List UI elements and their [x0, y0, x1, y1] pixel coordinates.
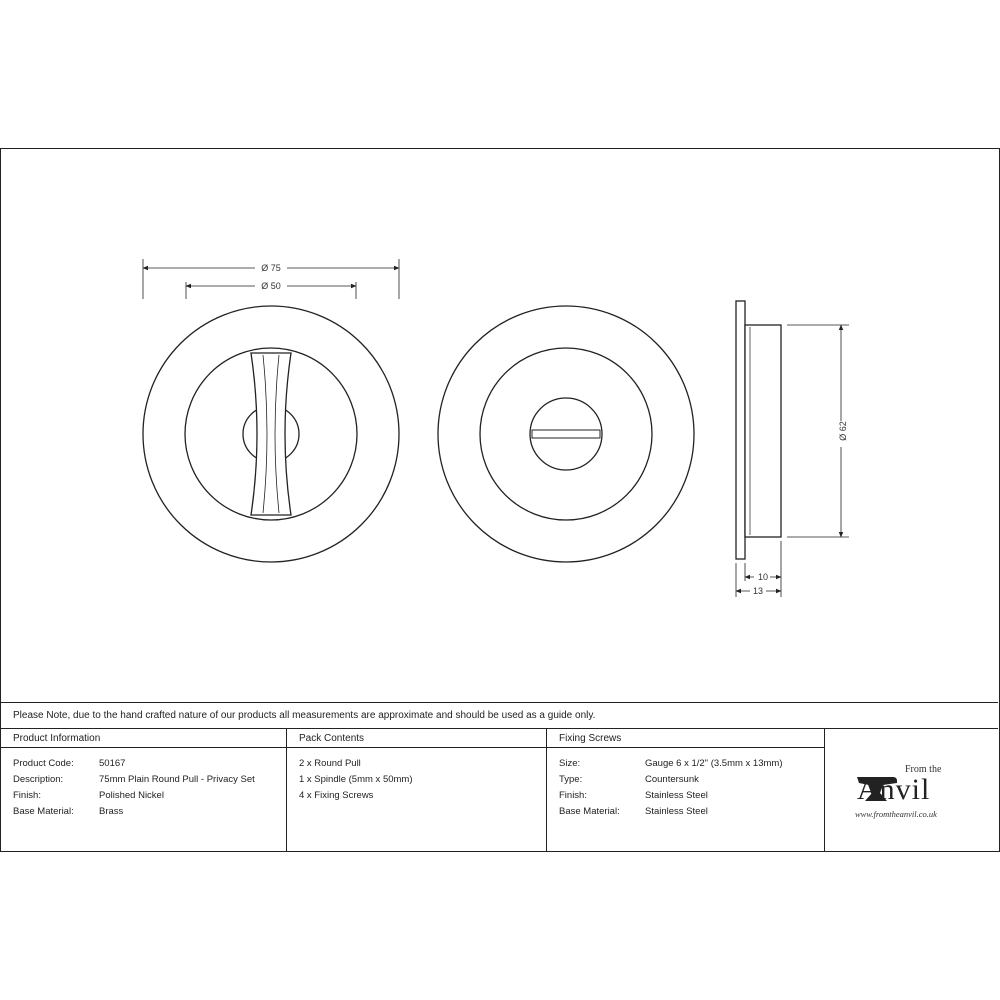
front-view-turn: [143, 306, 399, 562]
list-item: 4 x Fixing Screws: [299, 790, 374, 801]
from-the-anvil-logo: [825, 729, 998, 851]
product-information-heading: Product Information: [1, 729, 286, 748]
fixing-screws-section: [547, 729, 825, 851]
dimension-outer-diameter: Ø 75: [261, 263, 281, 273]
logo-url: www.fromtheanvil.co.uk: [855, 809, 937, 819]
row-label: Product Code:: [13, 758, 74, 769]
drawing-sheet: [0, 148, 1000, 852]
turn-handle: [251, 353, 291, 515]
row-value: Brass: [99, 806, 124, 817]
back-view-release: [438, 306, 694, 562]
row-label: Description:: [13, 774, 64, 785]
technical-drawing: [1, 149, 998, 702]
side-view: [736, 301, 781, 559]
list-item: 1 x Spindle (5mm x 50mm): [299, 774, 413, 785]
dimension-inner-diameter: Ø 50: [261, 281, 281, 291]
table-row: [13, 772, 286, 788]
row-value: 75mm Plain Round Pull - Privacy Set: [99, 774, 255, 785]
row-label: Finish:: [13, 790, 41, 801]
dimension-side-diameter: Ø 62: [838, 421, 848, 441]
dimension-depth-total: 13: [752, 586, 764, 596]
row-value: Stainless Steel: [645, 806, 708, 817]
fixing-screws-heading: Fixing Screws: [547, 729, 824, 748]
row-value: Gauge 6 x 1/2" (3.5mm x 13mm): [645, 758, 783, 769]
row-value: Countersunk: [645, 774, 699, 785]
table-row: [559, 788, 824, 804]
dimension-depth-body: 10: [757, 572, 769, 582]
list-item: 2 x Round Pull: [299, 758, 361, 769]
row-value: Polished Nickel: [99, 790, 164, 801]
table-row: [559, 756, 824, 772]
pack-contents-heading: Pack Contents: [287, 729, 546, 748]
row-label: Size:: [559, 758, 581, 769]
row-label: Base Material:: [13, 806, 74, 817]
product-information-section: [1, 729, 287, 851]
table-row: [13, 788, 286, 804]
table-row: [13, 804, 286, 820]
logo-wordmark: Anvil: [857, 773, 931, 806]
release-slot: [532, 430, 600, 438]
table-row: [559, 772, 824, 788]
logo-from-text: From the: [905, 764, 942, 775]
row-label: Base Material:: [559, 806, 620, 817]
row-value: 50167: [99, 758, 126, 769]
row-value: Stainless Steel: [645, 790, 708, 801]
row-label: Finish:: [559, 790, 587, 801]
pack-contents-section: [287, 729, 547, 851]
spec-table: [1, 729, 998, 851]
table-row: [559, 804, 824, 820]
table-row: [13, 756, 286, 772]
measurement-note: Please Note, due to the hand crafted nature of our products all measurements are approximate and should be used as a guide only.: [1, 702, 998, 729]
row-label: Type:: [559, 774, 583, 785]
